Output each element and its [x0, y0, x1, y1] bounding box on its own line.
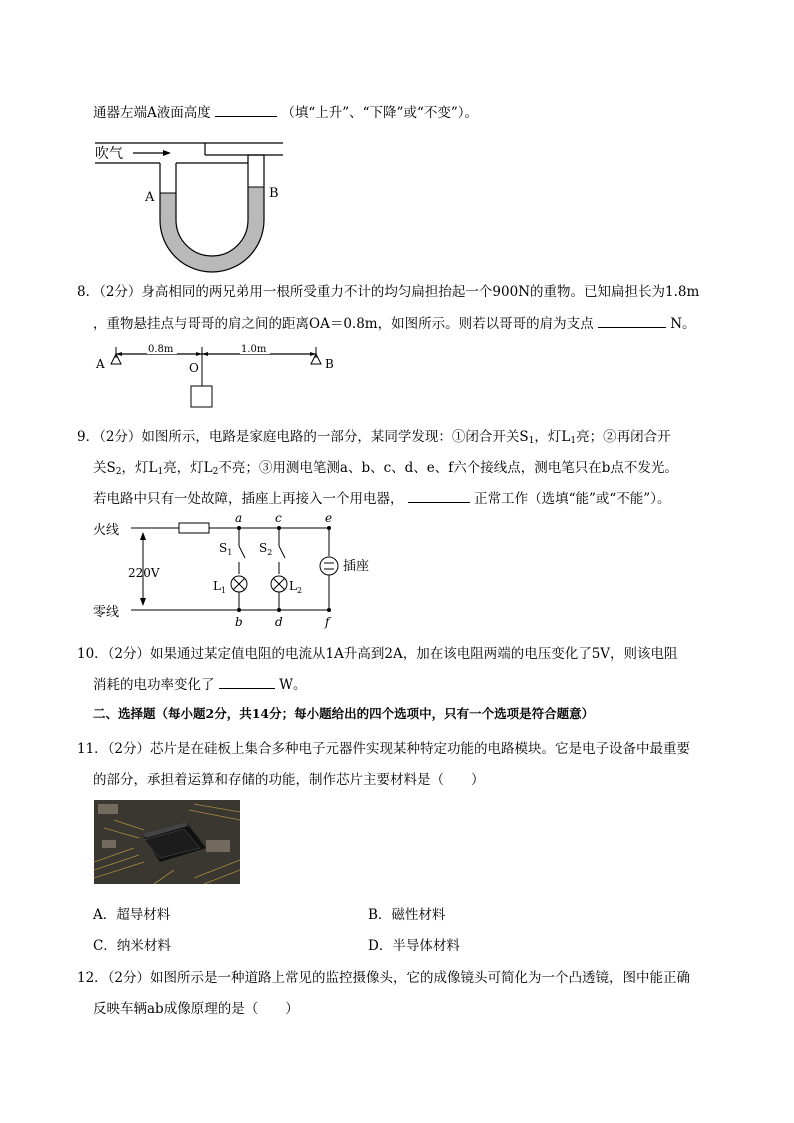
- q9-label-voltage: 220V: [128, 566, 160, 580]
- q8-label-b: B: [325, 357, 334, 371]
- q9-label-s2: $S_2$: [259, 541, 273, 557]
- q8-text-post: N。: [670, 316, 696, 332]
- q10-line1: 10．（2分）如果通过某定值电阻的电流从1A升高到2A，加在该电阻两端的电压变化了5V，则该电阻: [77, 646, 678, 662]
- q9-sub: 2: [115, 467, 122, 477]
- q9-answer-blank[interactable]: [408, 488, 470, 503]
- q7-label-b: B: [269, 186, 279, 201]
- q9-line2: [93, 456, 678, 477]
- q9-text-post: 正常工作（选填“能”或“不能”）。: [474, 491, 671, 507]
- q9-label-l2: $L_2$: [289, 579, 303, 595]
- q8-lever-figure: [92, 340, 352, 412]
- q8-line1: 8．（2分）身高相同的两兄弟用一根所受重力不计的均匀扁担抬起一个900N的重物。已知扁担长为1.8m: [77, 284, 700, 300]
- q11-chip-photo: [94, 800, 240, 884]
- q10-text-pre: 消耗的电功率变化了: [93, 677, 215, 693]
- q9-sub: 1: [157, 467, 164, 477]
- q8-dim-ob: 1.0m: [241, 344, 267, 355]
- q10-text-post: W。: [279, 677, 307, 693]
- q7-label-blow: 吹气: [95, 146, 123, 162]
- q11-line1: 11．（2分）芯片是在硅板上集合多种电子元器件实现某种特定功能的电路模块。它是电子设备中最重要: [77, 741, 691, 757]
- q9-text-a: 9．（2分）如图所示，电路是家庭电路的一部分，某同学发现：①闭合开关S: [77, 429, 529, 445]
- q8-label-o: O: [189, 361, 199, 375]
- q9-sub: 2: [212, 467, 219, 477]
- q7-answer-blank[interactable]: [215, 102, 277, 117]
- q9-label-neutral: 零线: [93, 605, 120, 620]
- q11-option-b[interactable]: B．磁性材料: [368, 907, 446, 923]
- q7-text-post: （填“上升”、“下降”或“不变”）。: [281, 105, 479, 121]
- q9-label-d: d: [275, 615, 283, 629]
- q9-text-a: 关S: [93, 460, 116, 476]
- q9-line3: [93, 487, 670, 507]
- q9-text-b: ，灯L: [534, 429, 571, 445]
- q8-line2: [93, 312, 696, 332]
- q11-option-a[interactable]: A．超导材料: [93, 907, 171, 923]
- q10-answer-blank[interactable]: [219, 674, 275, 689]
- q8-answer-blank[interactable]: [598, 313, 666, 328]
- q9-text-c: 亮；②再闭合开: [576, 429, 671, 445]
- q9-text-d: 不亮；③用测电笔测a、b、c、d、e、f六个接线点，测电笔只在b点不发光。: [218, 460, 678, 476]
- q9-label-f: f: [325, 615, 330, 629]
- q9-text-c: 亮，灯L: [163, 460, 213, 476]
- q10-line2: [93, 673, 306, 693]
- q11-line2: 的部分，承担着运算和存储的功能，制作芯片主要材料是（ ）: [93, 772, 485, 788]
- q9-text-pre: 若电路中只有一处故障，插座上再接入一个用电器，: [93, 491, 404, 507]
- q9-label-s1: $S_1$: [219, 541, 233, 557]
- q8-text-pre: ，重物悬挂点与哥哥的肩之间的距离OA＝0.8m，如图所示。则若以哥哥的肩为支点: [93, 316, 594, 332]
- q7-text-pre: 通器左端A液面高度: [93, 105, 211, 121]
- q7-u-tube-figure: [95, 135, 295, 265]
- q11-option-d[interactable]: D．半导体材料: [368, 938, 460, 954]
- section2-title: 二、选择题（每小题2分，共14分；每小题给出的四个选项中，只有一个选项是符合题意）: [93, 706, 595, 721]
- q11-option-c[interactable]: C．纳米材料: [93, 938, 171, 954]
- q9-label-socket: 插座: [343, 559, 370, 574]
- q8-dim-oa: 0.8m: [148, 344, 174, 355]
- q8-label-a: A: [96, 357, 105, 371]
- q7-label-a: A: [145, 190, 155, 205]
- q9-label-b: b: [235, 615, 243, 629]
- q9-line1: [77, 425, 671, 446]
- q9-label-c: c: [275, 511, 282, 525]
- q9-label-live: 火线: [93, 523, 120, 538]
- q9-sub: 1: [528, 436, 535, 446]
- q9-label-e: e: [325, 511, 333, 525]
- q12-line2: 反映车辆ab成像原理的是（ ）: [93, 1001, 299, 1017]
- q9-label-a: a: [235, 511, 243, 525]
- q12-line1: 12．（2分）如图所示是一种道路上常见的监控摄像头，它的成像镜头可简化为一个凸透镜，图中能正确: [77, 970, 691, 986]
- q9-sub: 1: [570, 436, 577, 446]
- q9-label-l1: $L_1$: [213, 579, 227, 595]
- q9-circuit-figure: [93, 510, 393, 630]
- q9-text-b: ，灯L: [121, 460, 158, 476]
- q7-line1: [93, 101, 478, 121]
